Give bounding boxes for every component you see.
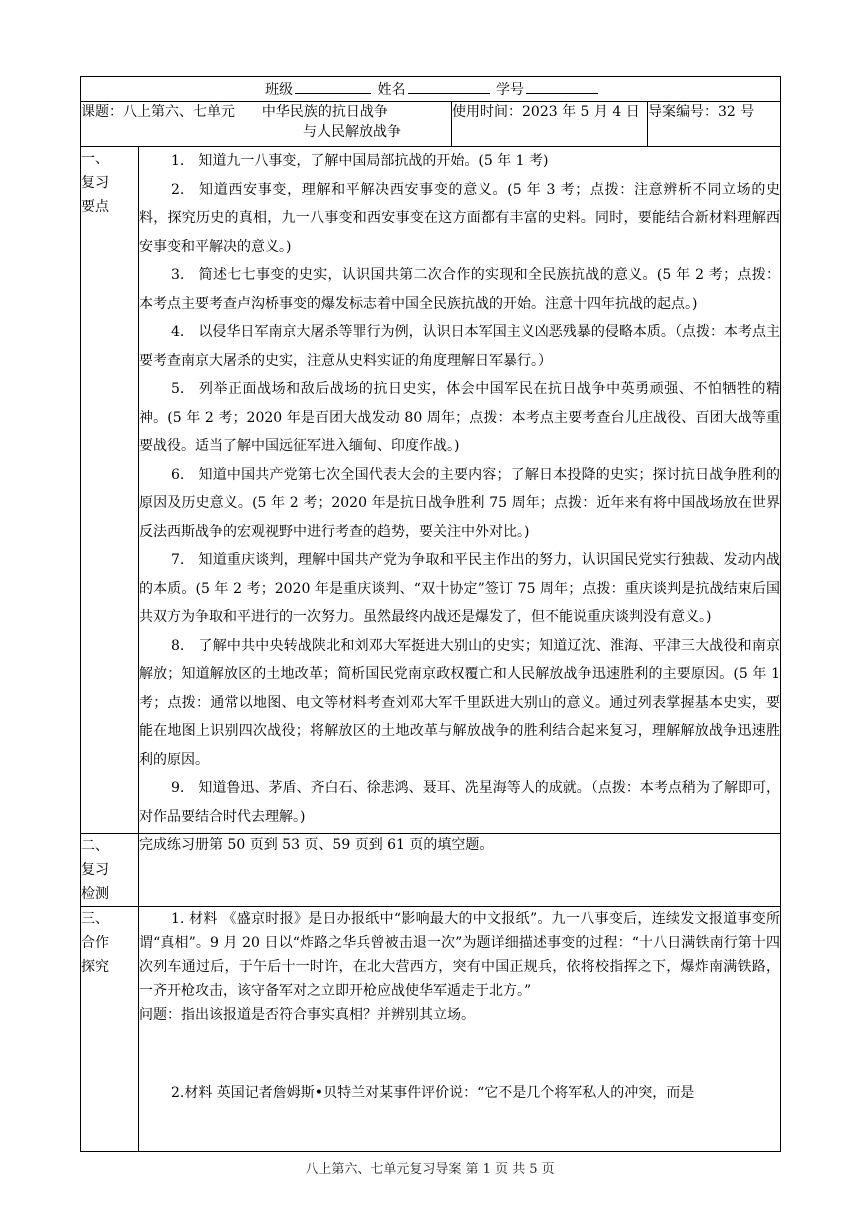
answer-space[interactable] (139, 1027, 780, 1081)
name-label: 姓名 (377, 82, 406, 98)
review-point-item: 8. 了解中共中央转战陕北和刘邓大军挺进大别山的史实；知道辽沈、淮海、平津三大战役和南京解放；知道解放区的土地改革；简析国民党南京政权覆亡和人民解放战争迅速胜利的主要原因。(5 年 1 考；点拨：通常以地图、电文等材料考查刘邓大军千里跃进大别山的意义。通过列表掌握基本史实，要能在地图上识别四次战役；将解放区的土地改革与解放战争的胜利结合起来复习，理解解放战争迅速胜利的原因。 (139, 637, 781, 768)
section-label-line: 要点 (81, 199, 109, 215)
class-label: 班级 (265, 82, 294, 98)
section-label-line: 合作 (81, 935, 109, 951)
page-footer: 八上第六、七单元复习导案 第 1 页 共 5 页 (305, 1162, 555, 1177)
number-blank[interactable] (526, 77, 598, 94)
review-point-item: 3. 简述七七事变的史实，认识国共第二次合作的实现和全民族抗战的意义。(5 年 2 考；点拨：本考点主要考查卢沟桥事变的爆发标志着中国全民族抗战的开始。注意十四年抗战的起点。) (139, 267, 781, 312)
review-points-label (81, 147, 139, 834)
inquiry-row (81, 907, 781, 1152)
topic-line2: 与人民解放战争 (303, 124, 401, 140)
inquiry-label (81, 907, 139, 1152)
review-check-label (81, 834, 139, 907)
use-time-cell (452, 102, 648, 147)
guide-number: 导案编号：32 号 (648, 104, 755, 120)
section-label-line: 二、 (81, 838, 109, 854)
lesson-info-row (81, 102, 781, 147)
section-label-line: 探究 (81, 959, 109, 975)
inquiry-material-2: 2.材料 英国记者詹姆斯•贝特兰对某事件评价说：“它不是几个将军私人的冲突，而是 (171, 1085, 695, 1101)
guide-number-cell (648, 102, 781, 147)
topic-cell (81, 102, 452, 147)
section-label-line: 一、 (81, 151, 109, 167)
topic-line1: 中华民族的抗日战争 (261, 104, 388, 120)
section-label-line: 复习 (81, 862, 109, 878)
review-point-item: 2. 知道西安事变，理解和平解决西安事变的意义。(5 年 3 考；点拨：注意辨析不同立场的史料，探究历史的真相，九一八事变和西安事变在这方面都有丰富的史料。同时，要能结合新材料理解西安事变和平解决的意义。) (139, 181, 781, 255)
review-point-item: 4. 以侵华日军南京大屠杀等罪行为例，认识日本军国主义凶恶残暴的侵略本质。（点拨：本考点主要考查南京大屠杀的史实，注意从史料实证的角度理解日军暴行。） (139, 324, 781, 369)
use-time: 使用时间：2023 年 5 月 4 日 (452, 104, 640, 120)
inquiry-content (139, 907, 781, 1152)
review-points-content (139, 147, 781, 834)
number-label: 学号 (495, 82, 524, 98)
student-info-cell (81, 77, 781, 102)
student-info-row (81, 77, 781, 102)
review-check-text: 完成练习册第 50 页到 53 页、59 页到 61 页的填空题。 (139, 837, 494, 853)
review-point-item: 1. 知道九一八事变，了解中国局部抗战的开始。(5 年 1 考) (171, 153, 549, 169)
review-point-item: 6. 知道中国共产党第七次全国代表大会的主要内容；了解日本投降的史实；探讨抗日战争胜利的原因及历史意义。(5 年 2 考；2020 年是抗日战争胜利 75 周年；点拨：近年来有将中国战场放在世界反法西斯战争的宏观视野中进行考查的趋势，要关注中外对比。) (139, 466, 781, 540)
inquiry-material-1: 1. 材料 《盛京时报》是日办报纸中“影响最大的中文报纸”。九一八事变后，连续发文报道事变所谓“真相”。9 月 20 日以“炸路之华兵曾被击退一次”为题详细描述事变的过程：“十八日满铁南行第十四次列车通过后，于午后十一时许，在北大营西方，突有中国正规兵，依将校指挥之下，爆炸南满铁路，一齐开枪攻击，该守备军对之立即开枪应战使华军遁走于北方。” (139, 911, 781, 999)
review-check-row (81, 834, 781, 907)
review-points-row (81, 147, 781, 834)
section-label-line: 复习 (81, 175, 109, 191)
review-point-item: 5. 列举正面战场和敌后战场的抗日史实，体会中国军民在抗日战争中英勇顽强、不怕牺牲的精神。(5 年 2 考；2020 年是百团大战发动 80 周年；点拨：本考点主要考查台儿庄战役、百团大战等重要战役。适当了解中国远征军进入缅甸、印度作战。) (139, 381, 781, 454)
inquiry-question-1: 问题：指出该报道是否符合事实真相？并辨别其立场。 (139, 1007, 475, 1023)
section-label-line: 三、 (81, 911, 109, 927)
review-point-item: 9. 知道鲁迅、茅盾、齐白石、徐悲鸿、聂耳、冼星海等人的成就。（点拨：本考点稍为了解即可，对作品要结合时代去理解。) (139, 780, 781, 825)
review-check-content (139, 834, 781, 907)
review-point-item: 7. 知道重庆谈判，理解中国共产党为争取和平民主作出的努力，认识国民党实行独裁、发动内战的本质。(5 年 2 考；2020 年是重庆谈判、“双十协定”签订 75 周年；点拨：重庆谈判是抗战结束后国共双方为争取和平进行的一次努力。虽然最终内战还是爆发了，但不能说重庆谈判没有意义。) (139, 552, 781, 625)
guide-sheet-table (80, 76, 781, 1152)
topic-prefix: 课题：八上第六、七单元 (81, 104, 235, 120)
section-label-line: 检测 (81, 886, 109, 902)
class-blank[interactable] (295, 77, 371, 94)
name-blank[interactable] (408, 77, 490, 94)
